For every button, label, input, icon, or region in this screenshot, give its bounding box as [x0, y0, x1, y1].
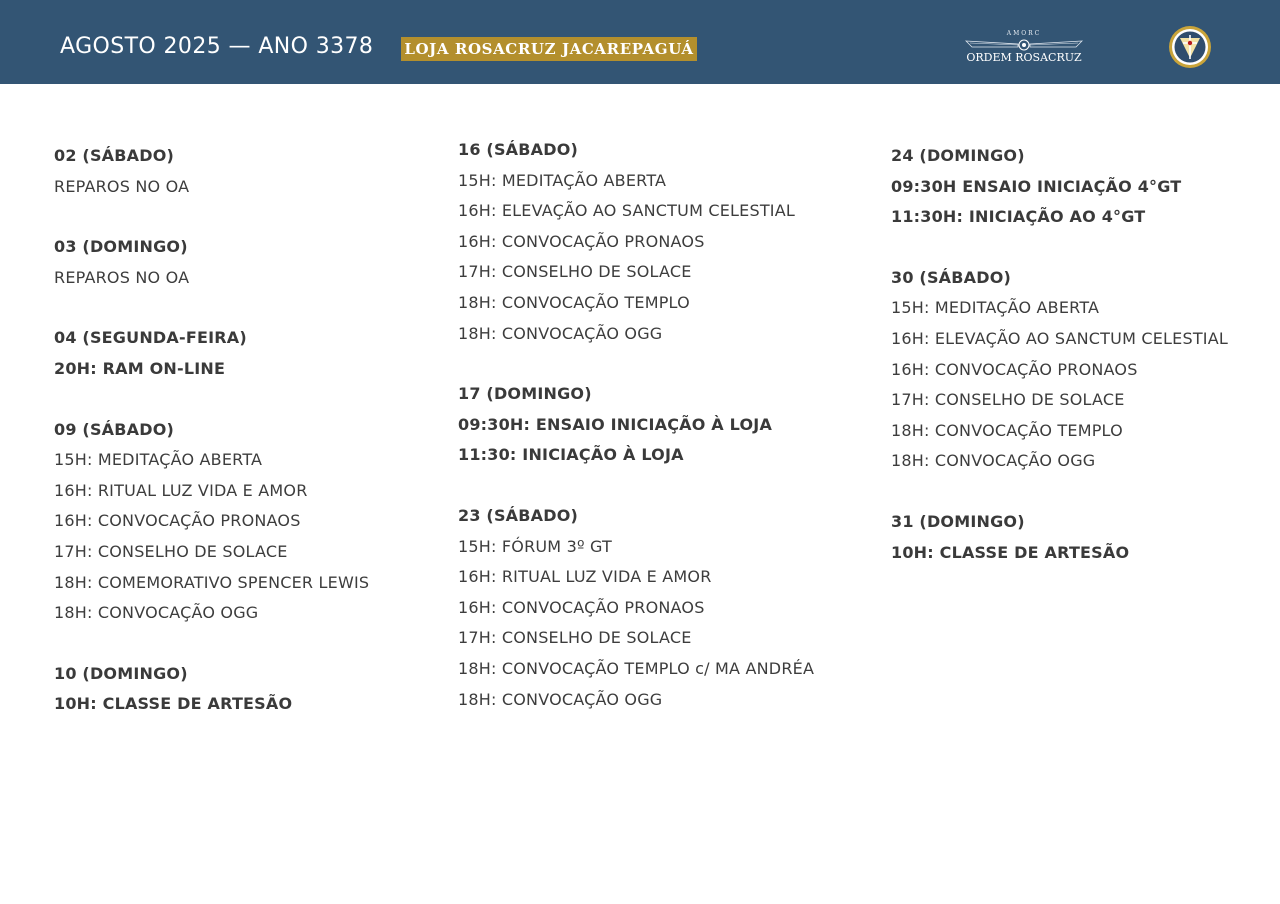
event-item: 20H: RAM ON-LINE	[54, 358, 226, 378]
day-date: 17 (DOMINGO)	[458, 384, 592, 404]
event-item: 17H: CONSELHO DE SOLACE	[458, 262, 692, 282]
day-date: 10 (DOMINGO)	[54, 663, 188, 683]
event-item: 15H: MEDITAÇÃO ABERTA	[54, 450, 263, 470]
event-item: 16H: RITUAL LUZ VIDA E AMOR	[54, 480, 308, 500]
event-item: 10H: CLASSE DE ARTESÃO	[891, 542, 1130, 562]
event-item: 16H: RITUAL LUZ VIDA E AMOR	[458, 567, 712, 587]
event-item: 15H: FÓRUM 3º GT	[458, 536, 612, 556]
day-block	[458, 501, 814, 715]
day-date: 02 (SÁBADO)	[54, 146, 175, 165]
day-block	[54, 323, 369, 384]
event-item: 17H: CONSELHO DE SOLACE	[54, 541, 288, 561]
schedule-column-2	[458, 135, 814, 745]
lodge-badge: LOJA ROSACRUZ JACAREPAGUÁ	[401, 37, 697, 61]
event-item: 16H: CONVOCAÇÃO PRONAOS	[458, 231, 705, 251]
event-item: 18H: CONVOCAÇÃO OGG	[458, 689, 663, 709]
event-item: 18H: COMEMORATIVO SPENCER LEWIS	[54, 572, 370, 592]
logo-text: ORDEM ROSACRUZ	[966, 51, 1082, 64]
day-block	[458, 135, 814, 349]
day-block	[54, 659, 369, 720]
event-item: REPAROS NO OA	[54, 176, 190, 196]
day-date: 03 (DOMINGO)	[54, 237, 188, 257]
day-date: 16 (SÁBADO)	[458, 140, 579, 159]
day-block	[458, 379, 814, 471]
event-item: 18H: CONVOCAÇÃO TEMPLO	[458, 292, 690, 312]
page-title: AGOSTO 2025 — ANO 3378	[60, 34, 374, 59]
event-item: 16H: ELEVAÇÃO AO SANCTUM CELESTIAL	[458, 201, 795, 221]
event-item: 18H: CONVOCAÇÃO TEMPLO	[891, 420, 1123, 440]
event-item: 17H: CONSELHO DE SOLACE	[458, 628, 692, 648]
winged-disc-icon	[964, 38, 1084, 52]
day-date: 23 (SÁBADO)	[458, 505, 579, 525]
event-item: 18H: CONVOCAÇÃO OGG	[891, 451, 1096, 471]
event-item: REPAROS NO OA	[54, 267, 190, 287]
event-item: 16H: CONVOCAÇÃO PRONAOS	[458, 597, 705, 617]
day-block	[891, 263, 1228, 477]
event-item: 18H: CONVOCAÇÃO OGG	[54, 603, 259, 623]
day-date: 24 (DOMINGO)	[891, 146, 1025, 165]
event-item: 16H: CONVOCAÇÃO PRONAOS	[891, 359, 1138, 379]
event-item: 10H: CLASSE DE ARTESÃO	[54, 694, 293, 714]
event-item: 11:30: INICIAÇÃO À LOJA	[458, 445, 684, 465]
event-item: 09:30H: ENSAIO INICIAÇÃO À LOJA	[458, 414, 773, 434]
day-date: 30 (SÁBADO)	[891, 267, 1012, 287]
header-bar	[0, 0, 1280, 84]
day-block	[54, 232, 369, 293]
event-item: 18H: CONVOCAÇÃO OGG	[458, 323, 663, 343]
event-item: 17H: CONSELHO DE SOLACE	[891, 390, 1125, 410]
day-block	[54, 141, 369, 202]
day-block	[891, 141, 1228, 233]
ordem-rosacruz-logo	[964, 30, 1084, 66]
event-item: 16H: CONVOCAÇÃO PRONAOS	[54, 511, 301, 531]
logo-small-text: AMORC	[1006, 30, 1042, 37]
event-item: 18H: CONVOCAÇÃO TEMPLO c/ MA ANDRÉA	[458, 658, 815, 678]
event-item: 11:30H: INICIAÇÃO AO 4°GT	[891, 207, 1146, 227]
day-block	[891, 507, 1228, 568]
event-item: 16H: ELEVAÇÃO AO SANCTUM CELESTIAL	[891, 328, 1228, 348]
event-item: 15H: MEDITAÇÃO ABERTA	[458, 170, 667, 190]
day-date: 09 (SÁBADO)	[54, 419, 175, 439]
day-date: 04 (SEGUNDA-FEIRA)	[54, 328, 247, 348]
day-block	[54, 415, 369, 629]
lodge-seal-icon	[1168, 25, 1212, 69]
schedule-column-3	[891, 141, 1228, 598]
event-item: 15H: MEDITAÇÃO ABERTA	[891, 298, 1100, 318]
day-date: 31 (DOMINGO)	[891, 511, 1025, 531]
schedule-column-1	[54, 141, 369, 750]
event-item: 09:30H ENSAIO INICIAÇÃO 4°GT	[891, 176, 1182, 196]
